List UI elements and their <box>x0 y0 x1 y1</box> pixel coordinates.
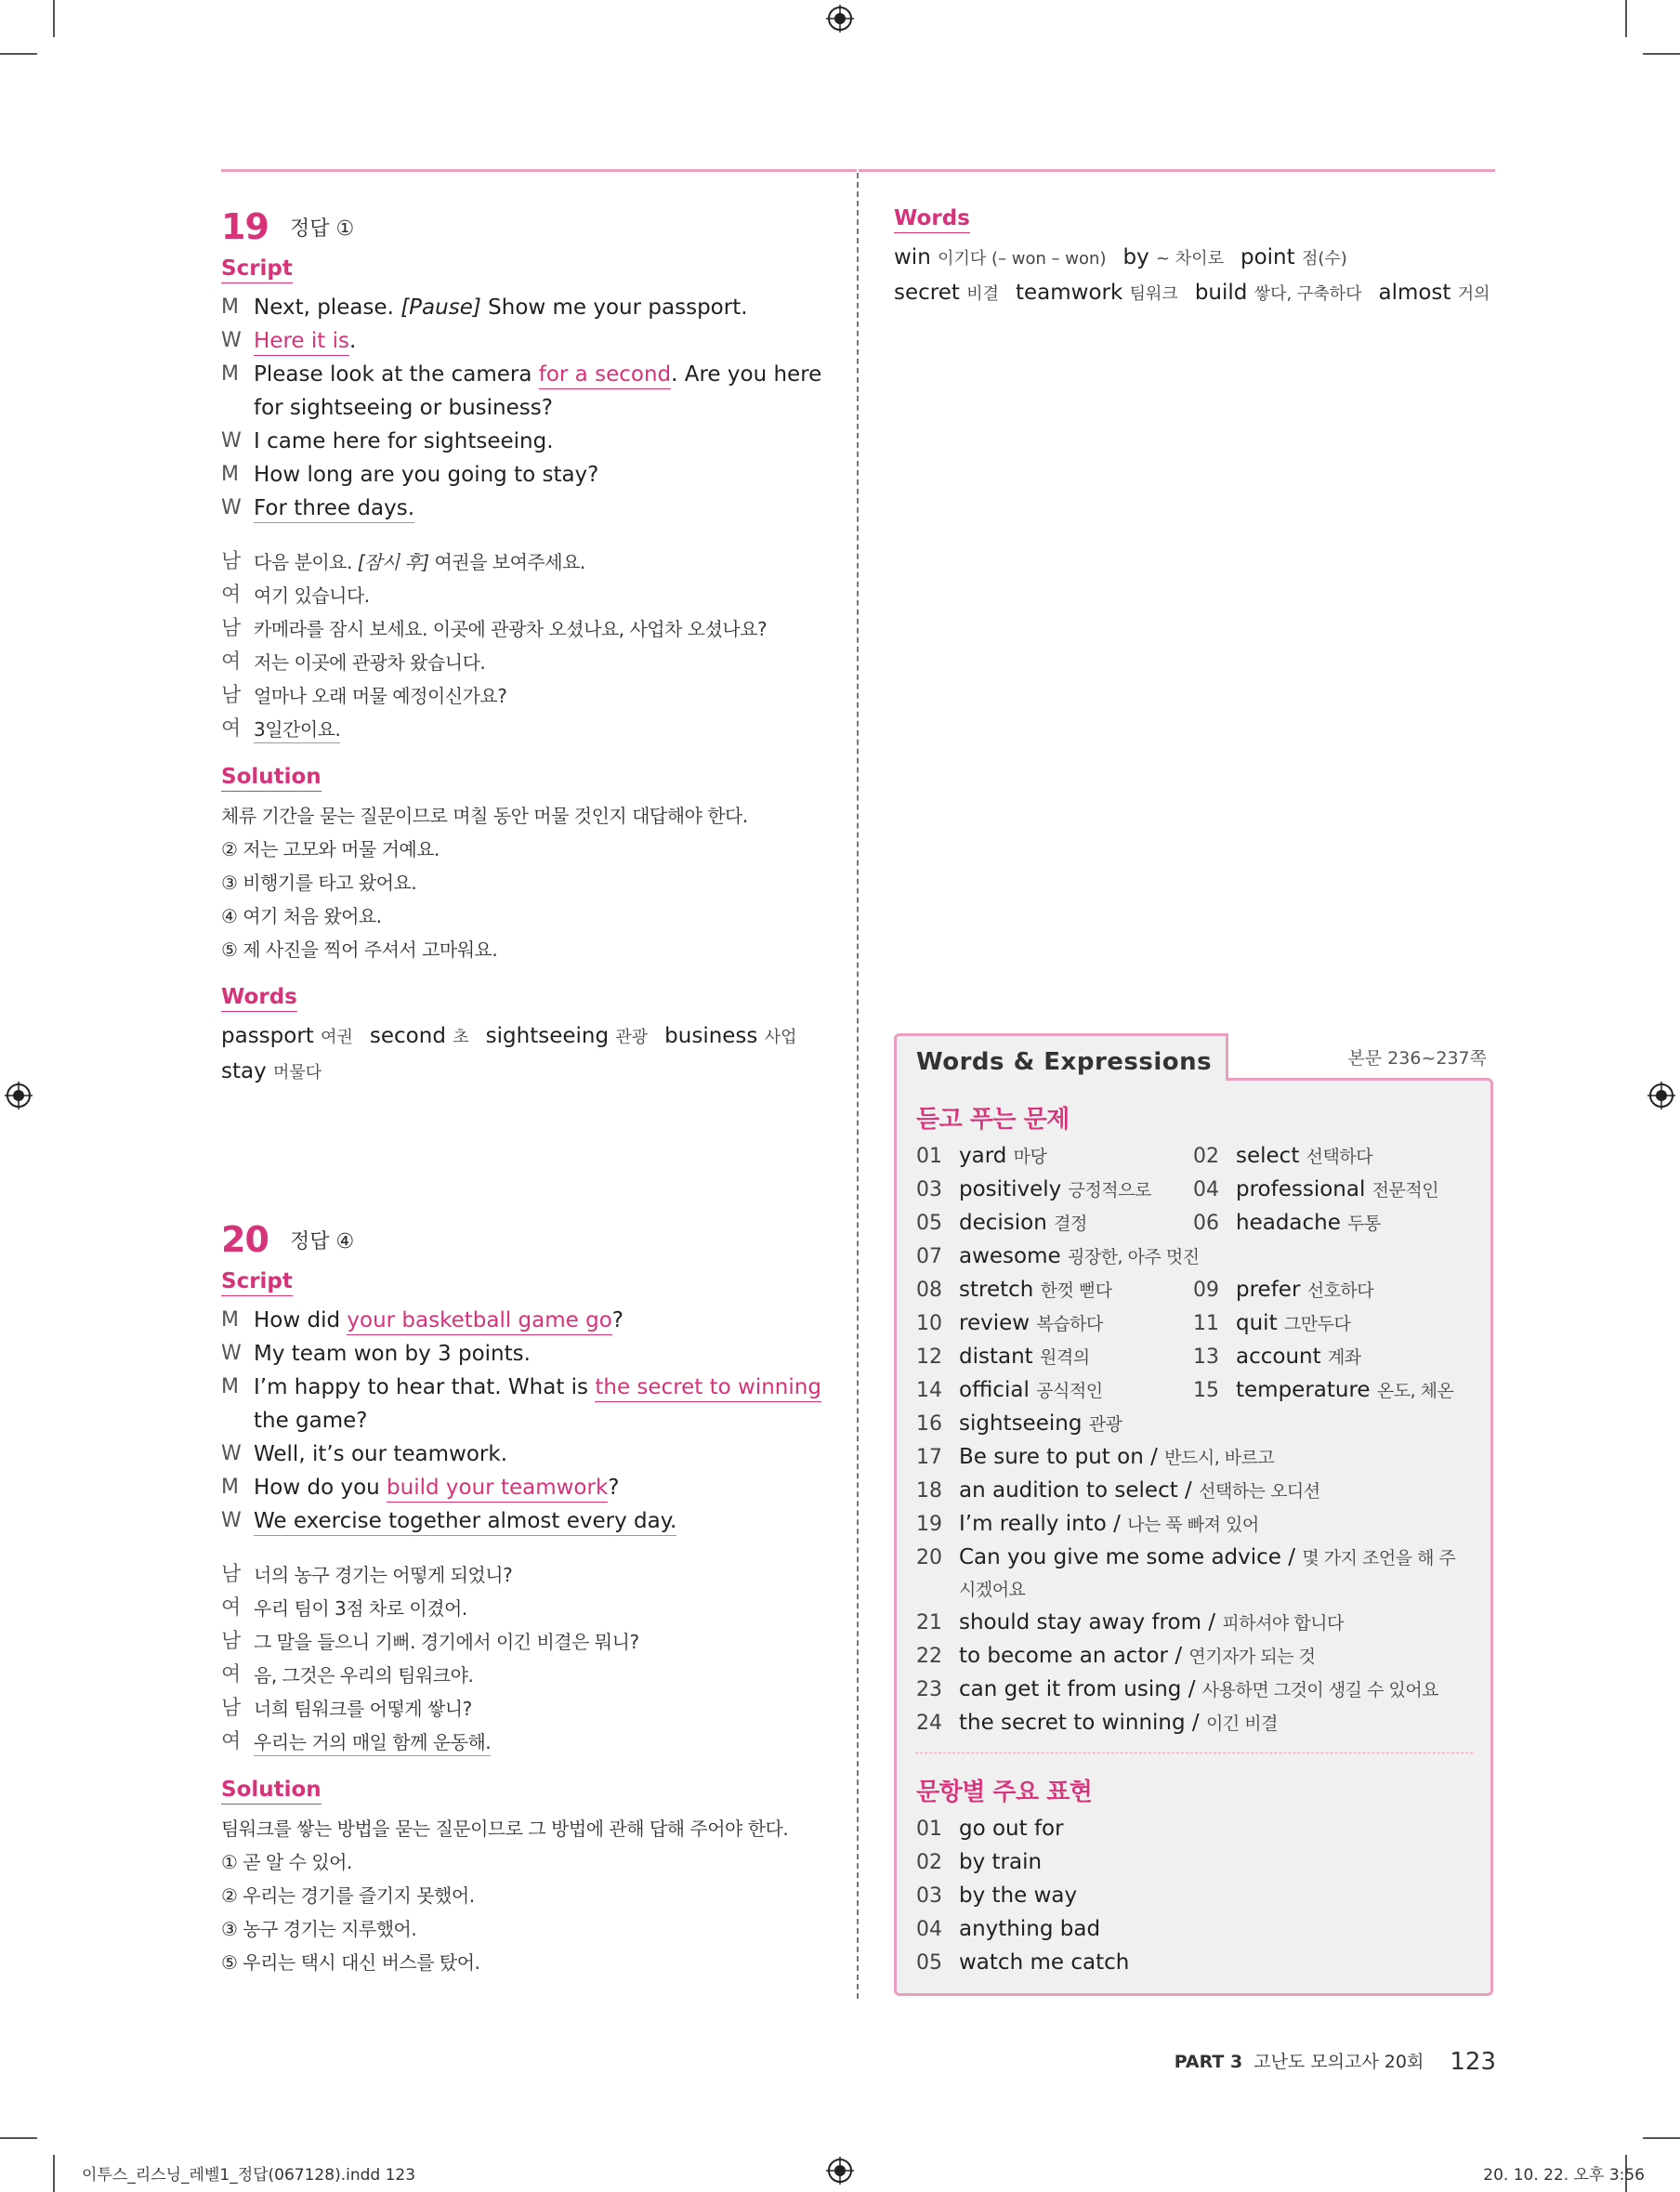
vocab-number: 05 <box>916 1212 942 1235</box>
speaker-label: 여 <box>221 717 241 741</box>
line-text: 3일간이요. <box>254 718 340 743</box>
vocab-en: stretch <box>959 1278 1041 1302</box>
speaker-label: W <box>221 429 242 453</box>
answer-label: 정답 ④ <box>289 1229 355 1254</box>
solution-line: ⑤ 우리는 택시 대신 버스를 탔어. <box>221 1951 480 1974</box>
vocab-ko: 온도, 체온 <box>1376 1381 1454 1401</box>
top-rule <box>221 169 857 172</box>
line-text: 얼마나 오래 머물 예정이신가요? <box>254 685 507 707</box>
vocab-item <box>1193 1375 1453 1406</box>
solution-text <box>221 799 825 966</box>
vocab-en: awesome <box>959 1244 1068 1268</box>
box-tab-join <box>897 1076 1226 1083</box>
word-ko: 쌓다, 구축하다 <box>1253 284 1362 304</box>
vocab-ko: 원격의 <box>1040 1347 1090 1368</box>
word-en: passport <box>221 1024 322 1048</box>
question-20 <box>221 1219 825 1979</box>
dialogue-line <box>221 1337 825 1371</box>
vocab-number: 10 <box>916 1312 942 1335</box>
expression-item <box>916 1847 1042 1878</box>
vocab-en: the secret to winning / <box>959 1711 1206 1735</box>
script-heading: Script <box>221 1269 293 1296</box>
korean-lines <box>221 1558 825 1759</box>
highlighted-phrase: the secret to winning <box>595 1375 821 1402</box>
word-ko: 초 <box>453 1028 469 1047</box>
box-title: Words & Expressions <box>916 1048 1213 1076</box>
dialogue-line-continued: the game? <box>254 1409 368 1433</box>
vocab-number: 22 <box>916 1645 942 1668</box>
word-item <box>1122 245 1224 269</box>
solution-heading: Solution <box>221 765 322 792</box>
vocab-en: official <box>959 1378 1037 1402</box>
vocab-item <box>1193 1275 1373 1306</box>
dialogue-line <box>221 679 825 713</box>
vocab-item <box>916 1641 1315 1672</box>
vocab-item <box>1193 1342 1361 1372</box>
vocab-ko: 공식적인 <box>1036 1381 1103 1401</box>
section-heading-expressions: 문항별 주요 표현 <box>916 1779 1093 1806</box>
solution-line: ③ 농구 경기는 지루했어. <box>221 1918 417 1940</box>
solution-line: ④ 여기 처음 왔어요. <box>221 905 382 927</box>
line-text: [Pause] <box>400 295 481 320</box>
speaker-label: W <box>221 329 242 352</box>
word-item <box>894 245 1106 269</box>
word-item <box>221 1024 353 1048</box>
answer-label: 정답 ① <box>289 217 355 241</box>
line-text: . <box>348 329 357 353</box>
vocab-ko: 그만두다 <box>1283 1314 1351 1334</box>
vocab-item <box>916 1409 1122 1439</box>
vocab-number: 15 <box>1193 1379 1219 1402</box>
words-list <box>221 1019 825 1090</box>
speaker-label: 남 <box>221 684 241 707</box>
word-en: stay <box>221 1059 274 1083</box>
crop-mark <box>0 53 37 55</box>
dialogue-line <box>221 1726 825 1759</box>
vocab-item <box>916 1308 1103 1339</box>
vocab-number: 17 <box>916 1446 942 1469</box>
vocab-number: 06 <box>1193 1212 1219 1235</box>
line-text: Well, it’s our teamwork. <box>254 1442 508 1466</box>
page-number: 123 <box>1450 2048 1496 2076</box>
speaker-label: 남 <box>221 617 241 640</box>
word-ko: 여권 <box>321 1028 353 1047</box>
solution-heading: Solution <box>221 1778 322 1805</box>
vocab-item <box>916 1175 1151 1205</box>
dialogue-line <box>221 1437 825 1471</box>
dialogue-line <box>221 492 825 525</box>
vocab-ko: 몇 가지 조언을 해 주 <box>1302 1548 1456 1569</box>
question-number: 19 <box>221 206 269 247</box>
dialogue-line <box>221 1471 825 1504</box>
line-text: Please look at the camera <box>254 362 539 387</box>
vocab-item <box>916 1342 1090 1372</box>
section-divider <box>915 1752 1473 1753</box>
vocab-item <box>1193 1141 1372 1172</box>
vocab-item <box>916 1608 1344 1638</box>
dialogue-line <box>221 646 825 679</box>
vocab-number: 16 <box>916 1412 942 1436</box>
speaker-label: 여 <box>221 1730 241 1753</box>
slug-filename: 이투스_리스닝_레벨1_정답(067128).indd 123 <box>82 2166 416 2185</box>
line-text: [잠시 후] <box>357 551 429 573</box>
expression-item <box>916 1948 1129 1978</box>
top-rule <box>859 169 1495 172</box>
vocab-number: 14 <box>916 1379 942 1402</box>
word-item <box>370 1024 469 1048</box>
word-ko: 팀워크 <box>1129 284 1178 304</box>
vocab-ko: 피하셔야 합니다 <box>1222 1613 1344 1634</box>
vocab-en: decision <box>959 1211 1055 1235</box>
solution-line: ② 우리는 경기를 즐기지 못했어. <box>221 1884 475 1907</box>
question-number: 20 <box>221 1219 269 1260</box>
speaker-label: 남 <box>221 550 241 573</box>
expression-number: 02 <box>916 1851 942 1874</box>
dialogue-line <box>221 458 825 492</box>
speaker-label: 남 <box>221 1563 241 1586</box>
dialogue-line <box>221 425 825 458</box>
script-heading: Script <box>221 256 293 283</box>
vocab-ko: 마당 <box>1013 1147 1047 1167</box>
vocab-number: 21 <box>916 1611 942 1634</box>
vocab-item <box>916 1442 1274 1473</box>
expression-item <box>916 1881 1077 1911</box>
word-item <box>1195 281 1362 305</box>
solution-line: 체류 기간을 묻는 질문이므로 며칠 동안 머물 것인지 대답해야 한다. <box>221 805 748 827</box>
line-text: 너희 팀워크를 어떻게 쌓니? <box>254 1698 472 1720</box>
solution-line: ⑤ 제 사진을 찍어 주셔서 고마워요. <box>221 938 498 961</box>
vocab-ko: 반드시, 바르고 <box>1164 1448 1275 1468</box>
words-row <box>221 1055 825 1090</box>
vocab-en: an audition to select / <box>959 1478 1200 1503</box>
vocab-item <box>916 1476 1320 1506</box>
script-lines <box>221 291 825 525</box>
word-item <box>1378 281 1490 305</box>
speaker-label: W <box>221 496 242 519</box>
vocab-number: 20 <box>916 1546 942 1569</box>
expression-number: 04 <box>916 1918 942 1941</box>
highlighted-phrase: for a second <box>539 362 671 389</box>
registration-mark-icon <box>826 2157 854 2185</box>
line-text: 저는 이곳에 관광차 왔습니다. <box>254 651 486 674</box>
vocab-en: should stay away from / <box>959 1610 1223 1634</box>
word-item <box>221 1059 322 1083</box>
vocab-item <box>1193 1308 1350 1339</box>
word-en: by <box>1122 245 1157 269</box>
vocab-number: 18 <box>916 1479 942 1503</box>
words-list <box>894 241 1498 311</box>
footer-subtitle: 고난도 모의고사 20회 <box>1253 2052 1424 2072</box>
expression-number: 05 <box>916 1951 942 1975</box>
vocab-item <box>916 1509 1259 1540</box>
expression-en: by the way <box>959 1884 1078 1908</box>
expression-number: 01 <box>916 1818 942 1841</box>
line-text: We exercise together almost every day. <box>254 1509 676 1536</box>
question-19 <box>221 206 825 1090</box>
question-header <box>221 206 825 247</box>
line-text: ? <box>608 1476 620 1500</box>
dialogue-line <box>221 545 825 579</box>
registration-mark-icon <box>826 5 854 33</box>
slug-date: 20. 10. 22. 오후 3:56 <box>1483 2166 1645 2185</box>
script-lines <box>221 1304 825 1538</box>
expression-number: 03 <box>916 1884 942 1908</box>
vocab-number: 24 <box>916 1712 942 1735</box>
vocab-en: to become an actor / <box>959 1644 1189 1668</box>
dialogue-line <box>221 713 825 746</box>
dialogue-line-continued: for sightseeing or business? <box>254 396 553 420</box>
word-en: secret <box>894 281 967 305</box>
speaker-label: W <box>221 1342 242 1365</box>
vocab-item <box>1193 1208 1381 1239</box>
line-text: I’m happy to hear that. What is <box>254 1375 596 1399</box>
vocab-ko: 전문적인 <box>1372 1180 1439 1201</box>
dialogue-line <box>221 291 825 324</box>
word-en: build <box>1194 281 1254 305</box>
vocab-en: account <box>1236 1345 1328 1369</box>
speaker-label: 남 <box>221 1697 241 1720</box>
line-text: 카메라를 잠시 보세요. 이곳에 관광차 오셨나요, 사업차 오셨나요? <box>254 618 768 640</box>
vocab-en: prefer <box>1236 1278 1307 1302</box>
word-ko: ~ 차이로 <box>1156 249 1224 269</box>
speaker-label: M <box>221 463 239 486</box>
line-text: My team won by 3 points. <box>254 1342 531 1366</box>
vocab-en: positively <box>959 1177 1069 1201</box>
solution-line: 팀워크를 쌓는 방법을 묻는 질문이므로 그 방법에 관해 답해 주어야 한다. <box>221 1818 789 1840</box>
speaker-label: 남 <box>221 1630 241 1653</box>
crop-mark <box>1643 53 1680 55</box>
words-row <box>221 1019 825 1055</box>
dialogue-line <box>221 1692 825 1726</box>
vocab-en: distant <box>959 1345 1040 1369</box>
question-header <box>221 1219 825 1260</box>
words-heading: Words <box>894 206 970 233</box>
expression-en: anything bad <box>959 1917 1101 1941</box>
word-item <box>894 281 999 305</box>
vocab-item <box>916 1542 1455 1573</box>
word-ko: 거의 <box>1457 284 1490 304</box>
speaker-label: M <box>221 362 239 386</box>
vocab-ko: 사용하면 그것이 생길 수 있어요 <box>1201 1680 1439 1700</box>
highlighted-phrase: your basketball game go <box>347 1308 611 1335</box>
crop-mark <box>1643 2137 1680 2139</box>
solution-line: ② 저는 고모와 머물 거예요. <box>221 838 440 860</box>
speaker-label: M <box>221 1476 239 1499</box>
dialogue-line <box>221 1558 825 1592</box>
line-text: 너의 농구 경기는 어떻게 되었니? <box>254 1564 513 1586</box>
crop-mark <box>53 0 55 37</box>
word-ko: 머물다 <box>273 1063 322 1083</box>
word-en: second <box>369 1024 453 1048</box>
vocab-item <box>916 1141 1046 1172</box>
line-text: 여권을 보여주세요. <box>428 551 585 573</box>
registration-mark-icon <box>1647 1082 1675 1109</box>
dialogue-line <box>221 1625 825 1659</box>
word-item <box>1240 245 1347 269</box>
speaker-label: 여 <box>221 1596 241 1620</box>
vocab-ko: 선택하는 오디션 <box>1199 1481 1320 1502</box>
dialogue-line <box>221 579 825 612</box>
registration-mark-icon <box>5 1082 33 1109</box>
line-text: I came here for sightseeing. <box>254 429 554 453</box>
words-row <box>894 276 1498 311</box>
vocab-ko: 결정 <box>1054 1214 1087 1234</box>
solution-line: ① 곧 알 수 있어. <box>221 1851 352 1873</box>
vocab-en: can get it from using / <box>959 1677 1202 1701</box>
vocab-number: 03 <box>916 1178 942 1201</box>
vocab-ko: 두통 <box>1347 1214 1381 1234</box>
korean-lines <box>221 545 825 746</box>
dialogue-line <box>221 612 825 646</box>
vocab-number: 23 <box>916 1678 942 1701</box>
vocab-ko: 선호하다 <box>1306 1280 1374 1301</box>
speaker-label: M <box>221 1308 239 1332</box>
line-text: 우리 팀이 3점 차로 이겼어. <box>254 1597 467 1620</box>
vocab-item <box>1193 1175 1438 1205</box>
speaker-label: M <box>221 1375 239 1398</box>
vocab-number: 07 <box>916 1245 942 1268</box>
vocab-en: temperature <box>1236 1378 1377 1402</box>
vocab-ko: 긍정적으로 <box>1068 1180 1151 1201</box>
vocab-number: 09 <box>1193 1279 1219 1302</box>
crop-mark <box>53 2155 55 2192</box>
line-text: 우리는 거의 매일 함께 운동해. <box>254 1731 491 1756</box>
vocab-en: yard <box>959 1144 1014 1168</box>
vocab-ko: 선택하다 <box>1306 1147 1373 1167</box>
line-text: How long are you going to stay? <box>254 463 599 487</box>
word-item <box>664 1024 796 1048</box>
vocab-ko: 관광 <box>1088 1414 1122 1435</box>
word-ko: 이기다 (– won – won) <box>938 249 1107 269</box>
speaker-label: 여 <box>221 650 241 674</box>
vocab-item-continued <box>959 1574 1025 1605</box>
vocab-en: sightseeing <box>959 1411 1089 1436</box>
vocab-item <box>916 1275 1112 1306</box>
vocab-number: 04 <box>1193 1178 1219 1201</box>
speaker-label: W <box>221 1442 242 1465</box>
line-text: Next, please. <box>254 295 401 320</box>
vocab-en: quit <box>1236 1311 1284 1335</box>
word-ko: 관광 <box>615 1028 649 1047</box>
dialogue-line <box>221 1504 825 1538</box>
crop-mark <box>1625 0 1627 37</box>
dialogue-line <box>221 1592 825 1625</box>
vocab-item <box>916 1674 1438 1705</box>
dialogue-line <box>221 1371 825 1404</box>
word-ko: 비결 <box>966 284 999 304</box>
expression-en: watch me catch <box>959 1950 1130 1975</box>
vocab-en: professional <box>1236 1177 1372 1201</box>
vocab-number: 13 <box>1193 1345 1219 1369</box>
footer-part: PART 3 <box>1174 2052 1243 2072</box>
vocab-number: 08 <box>916 1279 942 1302</box>
speaker-label: 여 <box>221 1663 241 1687</box>
vocab-en: Be sure to put on / <box>959 1445 1165 1469</box>
vocab-en: headache <box>1236 1211 1348 1235</box>
speaker-label: 여 <box>221 584 241 607</box>
line-text: 그 말을 들으니 기뻐. 경기에서 이긴 비결은 뭐니? <box>254 1631 639 1653</box>
vocab-number: 19 <box>916 1513 942 1536</box>
dialogue-line <box>221 1659 825 1692</box>
expression-en: go out for <box>959 1817 1064 1841</box>
words-heading: Words <box>221 985 297 1012</box>
vocab-ko: 굉장한, 아주 멋진 <box>1067 1247 1200 1267</box>
word-en: sightseeing <box>485 1024 616 1048</box>
line-text: How did <box>254 1308 348 1332</box>
word-ko: 점(수) <box>1301 249 1347 269</box>
solution-line: ③ 비행기를 타고 왔어요. <box>221 872 417 894</box>
line-text: 여기 있습니다. <box>254 584 370 607</box>
page-reference: 본문 236~237쪽 <box>1347 1048 1487 1069</box>
line-text: . Are you here <box>671 362 822 387</box>
expression-item <box>916 1914 1100 1945</box>
vocab-number: 01 <box>916 1145 942 1168</box>
vocab-ko: 한껏 뻗다 <box>1040 1280 1112 1301</box>
vocab-item <box>916 1708 1278 1739</box>
vocab-en: select <box>1236 1144 1306 1168</box>
vocab-number: 11 <box>1193 1312 1219 1335</box>
word-en: point <box>1240 245 1302 269</box>
dialogue-line <box>221 324 825 358</box>
line-text: How do you <box>254 1476 387 1500</box>
word-item <box>486 1024 649 1048</box>
word-ko: 사업 <box>764 1028 797 1047</box>
vocab-item <box>916 1375 1103 1406</box>
word-en: win <box>894 245 938 269</box>
line-text: For three days. <box>254 496 414 523</box>
vocab-number: 12 <box>916 1345 942 1369</box>
expression-item <box>916 1814 1064 1844</box>
vocab-ko: 계좌 <box>1327 1347 1361 1368</box>
vocab-item <box>916 1241 1200 1272</box>
highlighted-phrase: build your teamwork <box>387 1476 608 1503</box>
vocab-en: Can you give me some advice / <box>959 1545 1303 1569</box>
dialogue-line <box>221 1304 825 1337</box>
word-en: business <box>664 1024 765 1048</box>
word-item <box>1016 281 1178 305</box>
page-footer <box>1175 2048 1496 2076</box>
speaker-label: M <box>221 295 239 319</box>
line-text: Show me your passport. <box>480 295 748 320</box>
word-en: teamwork <box>1016 281 1130 305</box>
vocab-ko: 이긴 비결 <box>1205 1713 1278 1734</box>
column-divider <box>857 173 859 1999</box>
vocab-number: 02 <box>1193 1145 1219 1168</box>
crop-mark <box>0 2137 37 2139</box>
vocab-ko: 시겠어요 <box>959 1580 1026 1600</box>
section-heading-listening: 듣고 푸는 문제 <box>916 1106 1070 1134</box>
line-text: ? <box>611 1308 623 1332</box>
vocab-ko: 복습하다 <box>1036 1314 1103 1334</box>
speaker-label: W <box>221 1509 242 1532</box>
vocab-ko: 나는 푹 빠져 있어 <box>1127 1515 1259 1535</box>
vocab-en: I’m really into / <box>959 1512 1128 1536</box>
vocab-en: review <box>959 1311 1037 1335</box>
question-20-words <box>894 206 1498 311</box>
vocab-ko: 연기자가 되는 것 <box>1188 1647 1316 1667</box>
line-text: 음, 그것은 우리의 팀워크야. <box>254 1664 474 1687</box>
word-en: almost <box>1378 281 1458 305</box>
highlighted-phrase: Here it is <box>254 329 349 356</box>
vocab-item <box>916 1208 1087 1239</box>
expression-en: by train <box>959 1850 1043 1874</box>
line-text: 다음 분이요. <box>254 551 358 573</box>
solution-text <box>221 1812 825 1979</box>
words-row <box>894 241 1498 276</box>
dialogue-line <box>221 358 825 391</box>
